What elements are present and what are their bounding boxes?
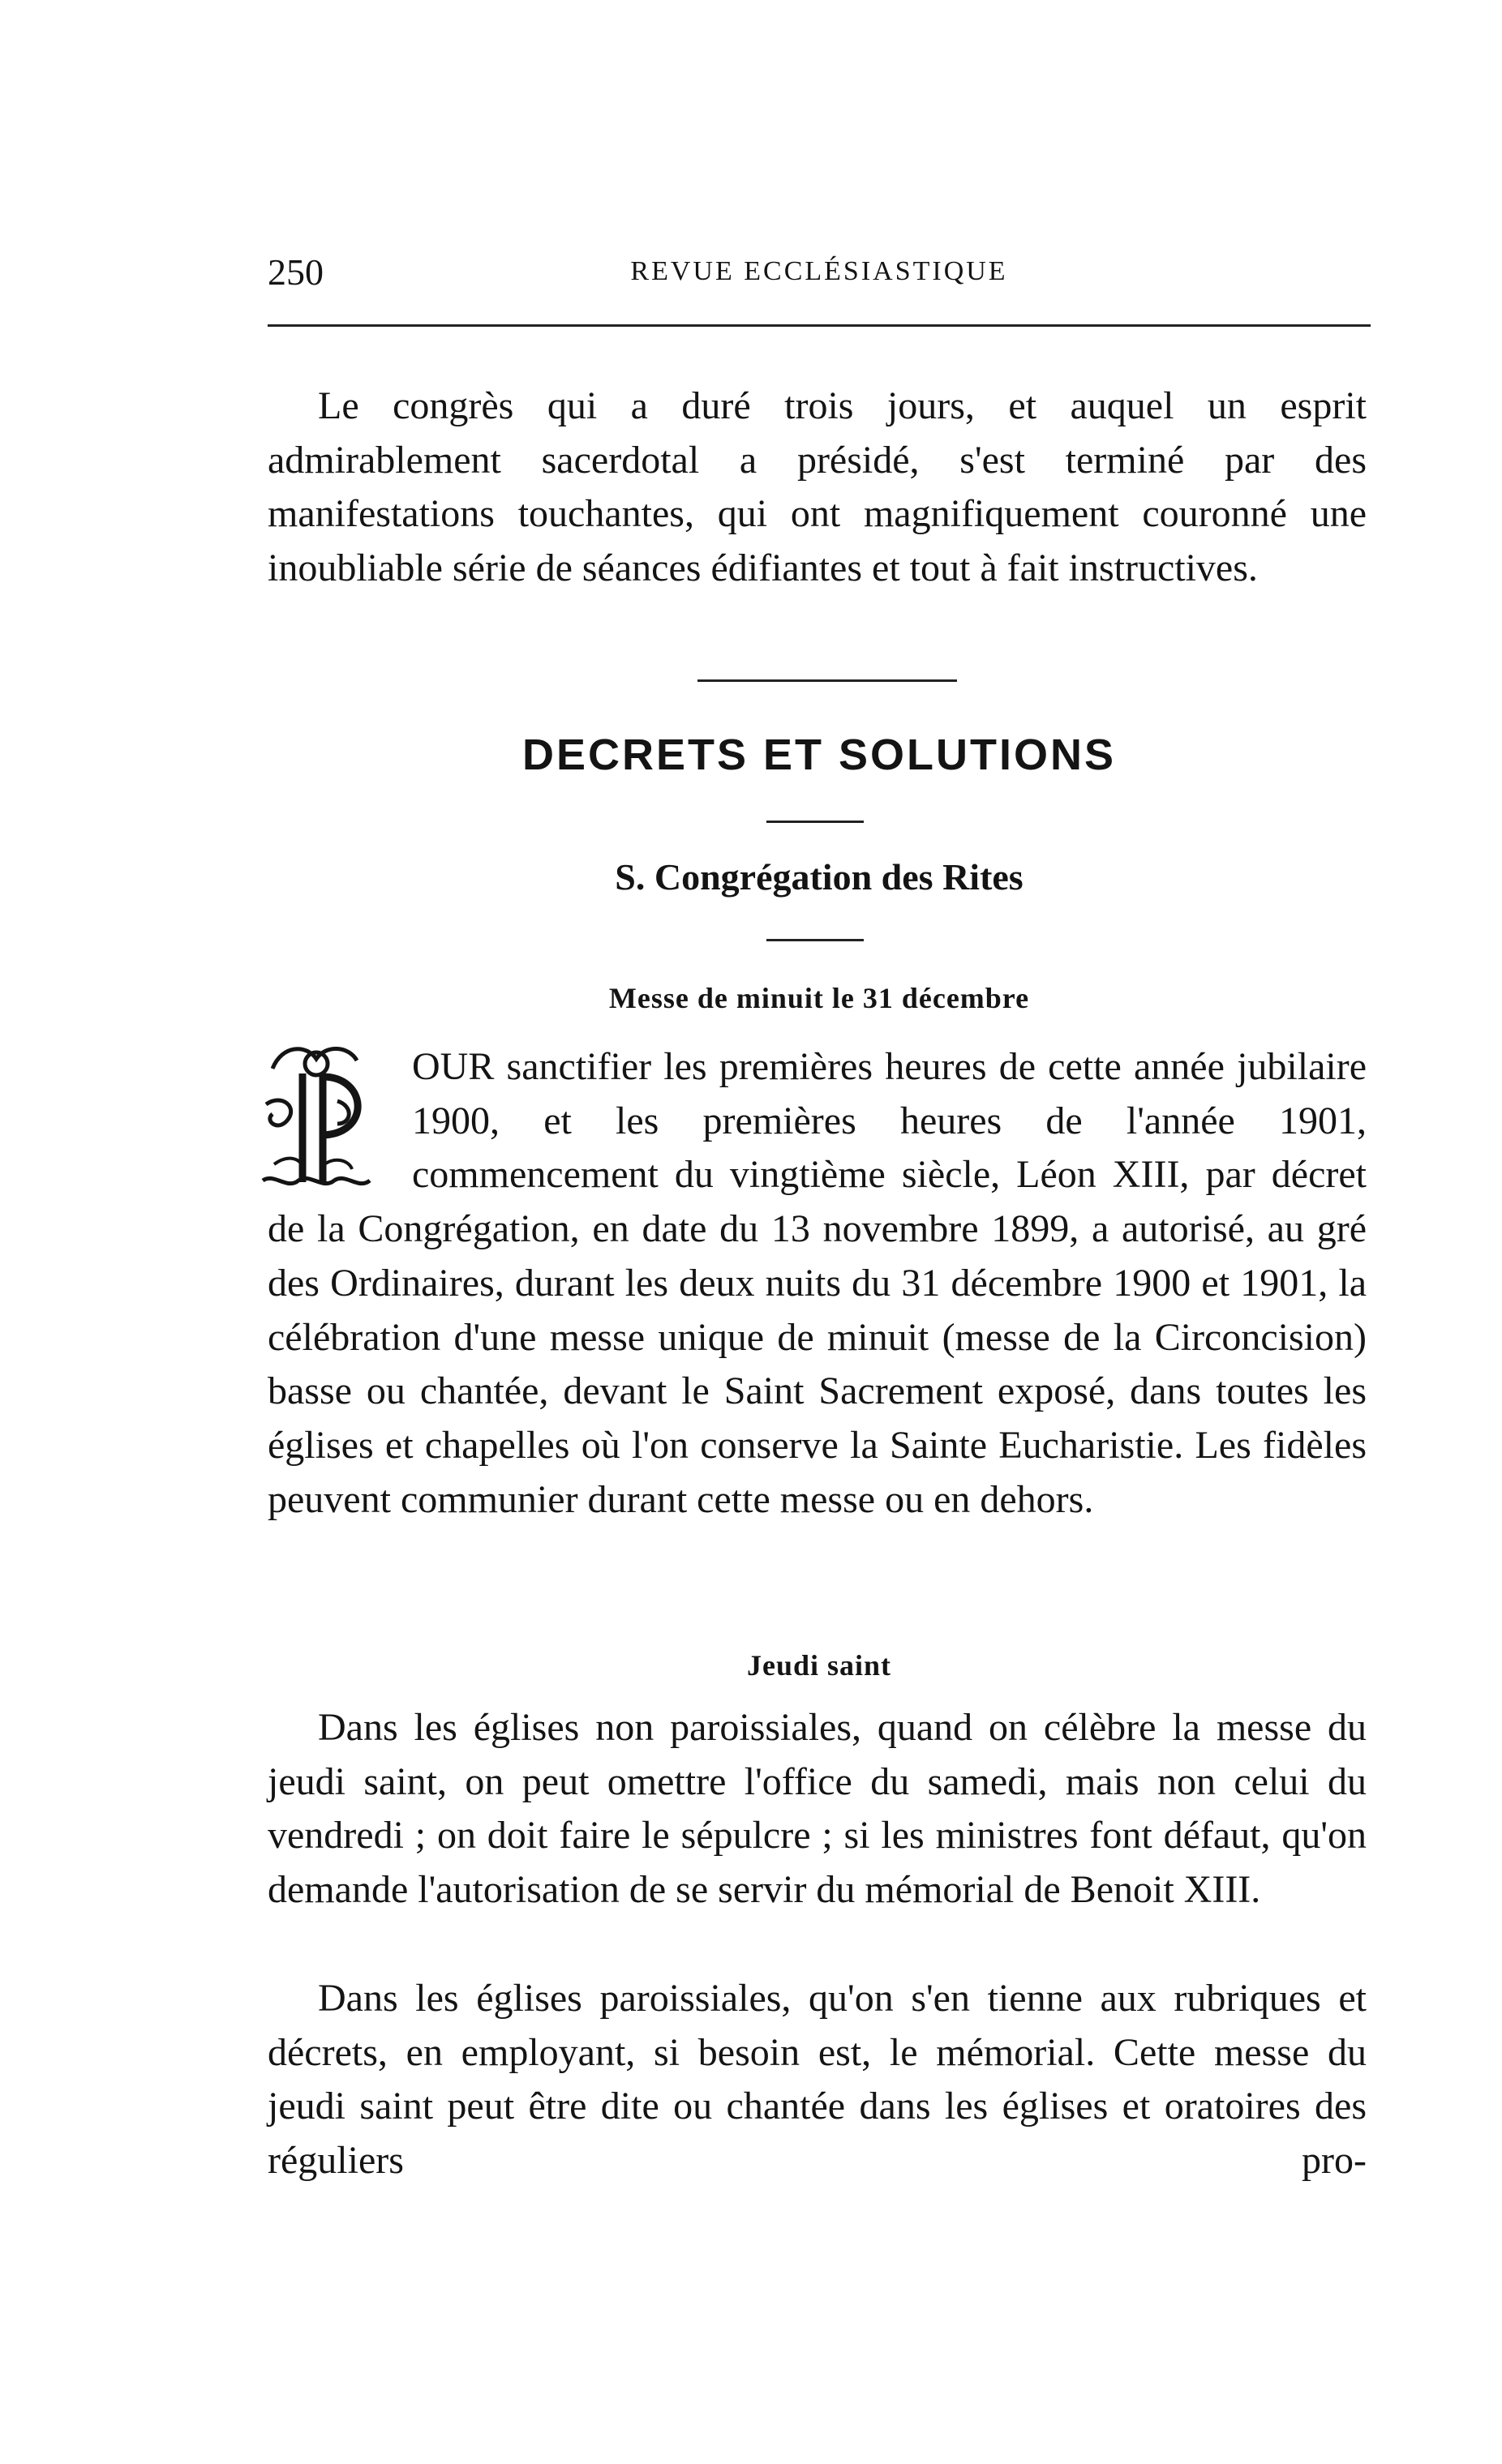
header-rule [268, 324, 1371, 327]
article-heading-messe-de-minuit: Messe de minuit le 31 décembre [608, 982, 1030, 1014]
title-divider [766, 821, 864, 823]
section-divider [697, 679, 957, 682]
article-text-messe-de-minuit: OUR sanctifier les premières heures de cette année jubilaire 1900, et les premières heures de l'année 1901, commencement du vingtième siècle, Léon XIII, par décret de la Congrégation, en date du 13 novembre 1899, a autorisé, au gré des Ordinaires, durant les deux nuits du 31 décembre 1900 et 1901, la célébration d'une messe unique de minuit (messe de la Circoncision) basse ou chantée, devant le Saint Sacrement exposé, dans toutes les églises et chapelles où l'on conserve la Sainte Eucharistie. Les fidèles peuvent communier durant cette messe ou en dehors. [268, 1045, 1367, 1521]
subsection-divider [766, 939, 864, 941]
jeudi-saint-paragraph-1: Dans les églises non paroissiales, quand on célèbre la messe du jeudi saint, on peut omettre l'office du samedi, mais non celui du vendredi ; on doit faire le sépulcre ; si les ministres font défaut, qu'on demande l'autorisation de se servir du mémorial de Benoit XIII. [268, 1706, 1367, 1912]
jeudi-saint-paragraph-2: Dans les églises paroissiales, qu'on s'en tienne aux rubriques et décrets, en employant, si besoin est, le mémorial. Cette messe du jeudi saint peut être dite ou chantée dans les églises et oratoires des réguliers pro- [268, 1977, 1367, 2183]
page-number: 250 [268, 251, 324, 293]
article-heading-jeudi-saint: Jeudi saint [746, 1649, 892, 1682]
running-title: REVUE ECCLÉSIASTIQUE [630, 256, 1008, 286]
intro-paragraph: Le congrès qui a duré trois jours, et auquel un esprit admirablement sacerdotal a présidé, s'est terminé par des manifestations touchantes, qui ont magnifiquement couronné une inoubliable série de séances édifiantes et tout à fait instructives. [268, 384, 1367, 590]
section-title: DECRETS ET SOLUTIONS [521, 731, 1117, 779]
running-head [268, 235, 1371, 308]
subsection-title: S. Congrégation des Rites [615, 856, 1024, 898]
